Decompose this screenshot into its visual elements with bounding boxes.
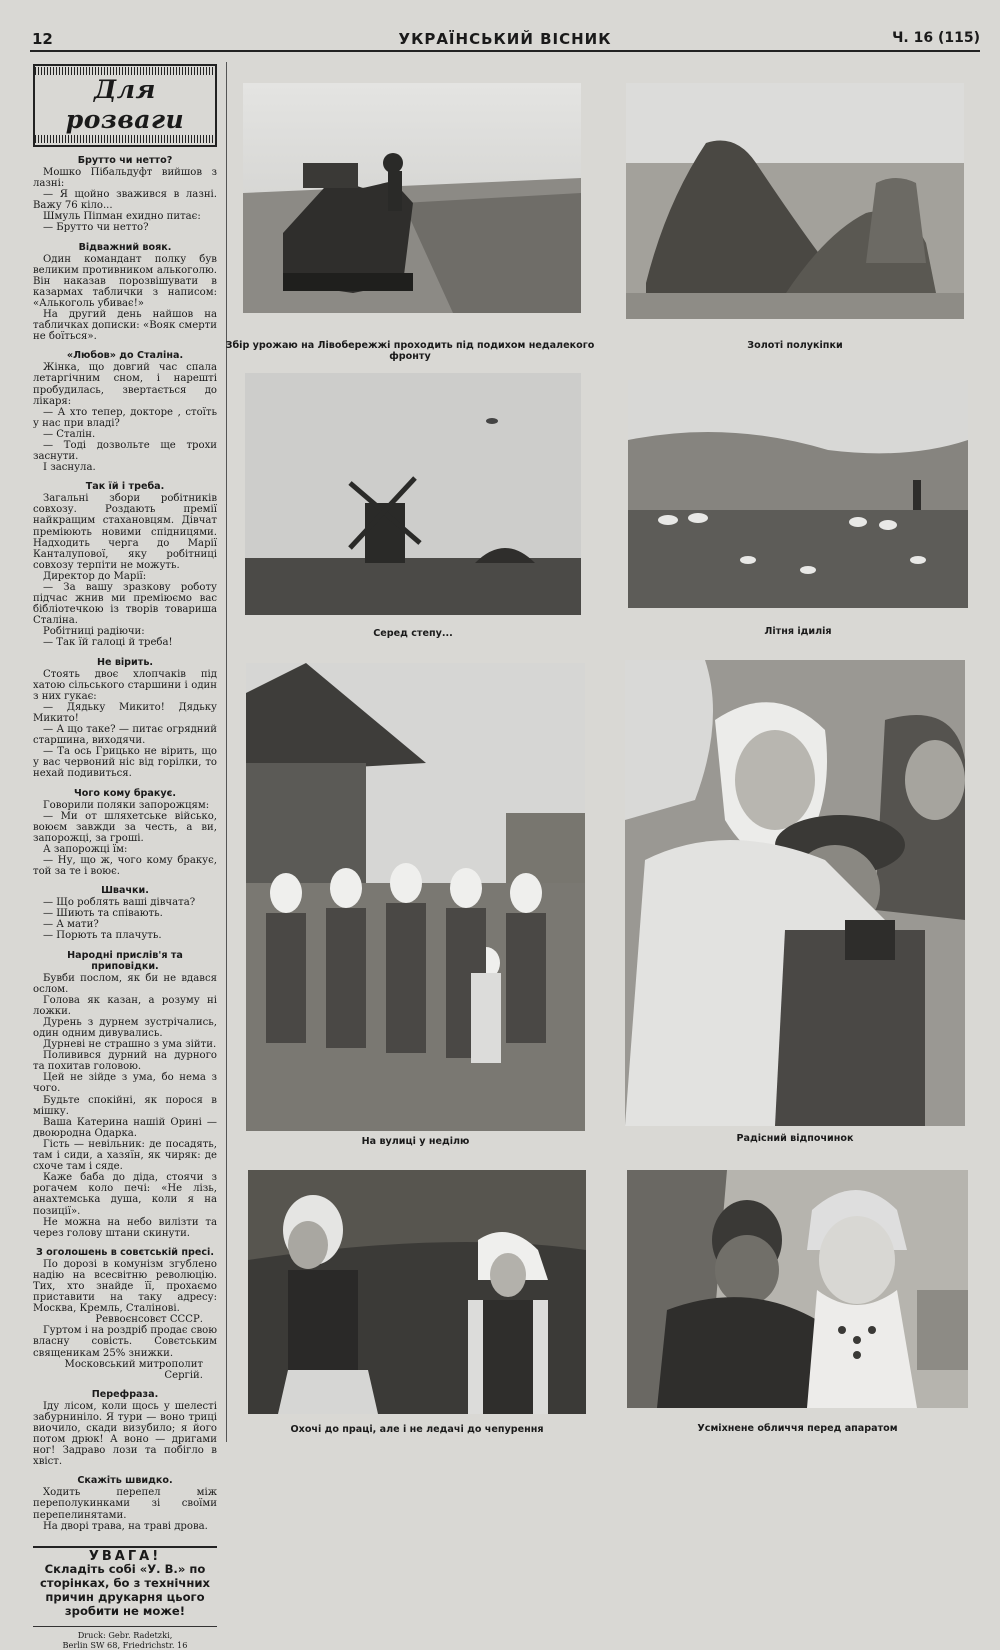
joke-item <box>33 242 217 343</box>
wheat-sheaves-photo <box>626 83 964 319</box>
joke-line: Цей не зійде з ума, бо нема з чого. <box>33 1072 217 1095</box>
joke-line: — За вашу зразкову роботу підчас жнив ми преміюємо вас бібліотечкою із творів товариша Сталіна. <box>33 582 217 627</box>
hatch-top <box>35 67 215 75</box>
joke-line: На дворі трава, на траві дрова. <box>43 1520 208 1532</box>
joke-item <box>33 950 217 1239</box>
caption-6: Радісний відпочинок <box>736 1133 854 1144</box>
humor-column <box>33 64 217 1650</box>
issue-number: Ч. 16 (115) <box>892 30 980 46</box>
joke-line: — Так їй галоці й треба! <box>43 637 173 649</box>
joke-line: Будьте спокійні, як порося в мішку. <box>33 1094 217 1117</box>
joke-title: Швачки. <box>101 885 149 897</box>
joke-signature: Реввоєнсовєт СССР. <box>95 1314 203 1326</box>
joke-title: «Любов» до Сталіна. <box>66 350 184 362</box>
caption-7: Охочі до праці, але і не ледачі до чепурення <box>290 1424 544 1435</box>
joke-line: Каже баба до діда, стоячи з рогачем коло печі: «Не лізь, анахтемська душа, коли я на позиції». <box>33 1172 217 1217</box>
notice-box <box>33 1546 217 1618</box>
caption-2: Золоті полукіпки <box>747 340 843 351</box>
joke-line: — Брутто чи нетто? <box>43 222 149 234</box>
rubric-frame <box>33 64 217 147</box>
joke-line: Голова як казан, а розуму ні ложки. <box>33 994 217 1017</box>
rubric-title: Для розваги <box>65 75 185 134</box>
joke-line: — Ну, що ж, чого кому бракує, той за те і воює. <box>33 854 217 878</box>
imprint <box>33 1626 217 1650</box>
caption-1: Збір урожаю на Лівобережжі проходить під подихом недалекого фронту <box>225 340 595 362</box>
caption-8: Усміхнене обличчя перед апаратом <box>697 1423 898 1434</box>
joke-title: Чого кому бракує. <box>74 787 176 799</box>
joke-item <box>33 1247 217 1381</box>
notice-body: Складіть собі «У. В.» по сторінках, бо з технічних причин друкарня цього зробити не може! <box>40 1561 210 1618</box>
imprint-line2: Berlin SW 68, Friedrichstr. 16 <box>62 1639 188 1650</box>
joke-line: По дорозі в комунізм згублено надію на всесвітню революцію. Тих, хто знайде її, прохаємо приставити на таку адресу: Москва, Кремль, Сталінові. <box>33 1258 217 1315</box>
joke-line: Ваша Катерина нашій Орині — двоюродна Одарка. <box>33 1116 217 1139</box>
joke-title: Так їй і треба. <box>85 481 165 493</box>
joke-line: — Сталін. <box>43 428 96 440</box>
village-crowd-photo <box>246 663 585 1131</box>
joke-line: Говорили поляки запорожцям: <box>43 799 210 811</box>
joke-title: Перефраза. <box>91 1388 159 1400</box>
page-number: 12 <box>32 30 53 48</box>
joke-line: На другий день найшов на табличках дописки: «Вояк смерти не боїться». <box>33 309 217 343</box>
joke-item <box>33 155 217 234</box>
geese-pond-photo <box>628 380 968 608</box>
joke-line: — Та ось Грицько не вірить, що у вас червоний ніс від горілки, то нехай подивиться. <box>33 746 217 780</box>
tank-harvest-photo <box>243 83 581 313</box>
windmill-photo <box>245 373 581 615</box>
joke-title: Народні прислів'я та приповідки. <box>67 949 183 972</box>
joke-line: — А що таке? — питає огрядний старшина, виходячи. <box>33 724 217 747</box>
joke-line: — А хто тепер, докторе , стоїть у нас при владі? <box>33 406 217 429</box>
joke-line: Іду лісом, коли щось у шелесті забурниніло. Я тури — воно триці виочило, скади визубило; я його потом дрюк! А воно — дригами ног! Задраво лози та побігло в хвіст. <box>33 1400 217 1468</box>
joke-line: Мошко Пібальдуфт вийшов з лазні: <box>33 167 217 190</box>
joke-line: — А мати? <box>43 919 99 931</box>
joke-title: Скажіть швидко. <box>77 1475 173 1487</box>
masthead <box>30 28 980 52</box>
jokes-list <box>33 155 217 1532</box>
column-divider <box>226 62 227 1442</box>
joke-line: Ходить перепел між переполукинками зі своїми перепелинятами. <box>33 1487 217 1521</box>
smiling-faces-photo <box>627 1170 968 1408</box>
joke-line: І заснула. <box>43 462 96 474</box>
girls-dress-photo <box>248 1170 586 1414</box>
family-rest-photo <box>625 660 965 1126</box>
joke-line: Жінка, що довгий час спала летаргічним сном, і нарешті пробудилась, звертається до лікаря: <box>33 362 217 407</box>
joke-title: Відважний вояк. <box>78 241 172 253</box>
joke-title: Не вірить. <box>96 656 154 668</box>
joke-item <box>33 350 217 473</box>
imprint-line1: Druck: Gebr. Radetzki, <box>77 1629 173 1640</box>
caption-4: Літня ідилія <box>764 626 832 637</box>
joke-line: Шмуль Піпман ехидно питає: <box>43 211 201 223</box>
joke-item <box>33 788 217 878</box>
joke-line: Робітниці радіючи: <box>43 626 145 638</box>
joke-line: А запорожці їм: <box>43 843 128 855</box>
joke-line: — Тоді дозвольте ще трохи заснути. <box>33 439 217 463</box>
joke-line: — Ми от шляхетське військо, воюєм завжди за честь, а ви, запорожці, за гроші. <box>33 810 217 844</box>
joke-line: — Порють та плачуть. <box>43 930 162 942</box>
joke-line: — Я щойно зважився в лазні. Важу 76 кіло... <box>33 189 217 212</box>
caption-5: На вулиці у неділю <box>361 1136 470 1147</box>
joke-line: Один командант полку був великим противником алькоголю. Він наказав порозвішувати в казармах таблички з написом: «Алькоголь убиває!» <box>33 253 217 309</box>
joke-line: — Шиють та співають. <box>43 908 163 920</box>
joke-line: Гість — невільник: де посадять, там і сиди, а хазяїн, як чиряк: де схоче там і сяде. <box>33 1138 217 1173</box>
joke-item <box>33 1475 217 1531</box>
joke-line: — Дядьку Микито! Дядьку Микито! <box>33 701 217 724</box>
joke-line: Поливився дурний на дурного та похитав головою. <box>33 1050 217 1073</box>
joke-line: Загальні збори робітників совхозу. Роздають премії найкращим стахановцям. Дівчат преміюють новими спідницями. Надходить черга до Марії Канталупової, яку робітниці совхозу терпіти не можуть. <box>33 493 217 571</box>
joke-item <box>33 885 217 941</box>
joke-line: Дурневі не страшно з ума зійти. <box>43 1039 217 1051</box>
joke-item <box>33 481 217 648</box>
paper-title: УКРАЇНСЬКИЙ ВІСНИК <box>398 30 612 48</box>
notice-title: УВАГА! <box>88 1548 162 1564</box>
joke-item <box>33 657 217 780</box>
joke-line: — Що роблять ваші дівчата? <box>43 897 196 909</box>
hatch-bottom <box>35 135 215 143</box>
joke-line: Дурень з дурнем зустрічались, один одним дивувались. <box>33 1016 217 1039</box>
joke-line: Директор до Марії: <box>43 570 147 582</box>
joke-line: Не можна на небо вилізти та через голову штани скинути. <box>33 1216 217 1239</box>
joke-line: Бувби послом, як би не вдався ослом. <box>33 972 217 995</box>
caption-3: Серед степу... <box>373 628 453 639</box>
joke-item <box>33 1389 217 1468</box>
joke-title: З оголошень в совєтській пресі. <box>36 1246 214 1258</box>
joke-title: Брутто чи нетто? <box>77 155 173 166</box>
joke-signature: Московський митрополит Сергій. <box>64 1358 203 1381</box>
joke-line: Гуртом і на роздріб продає свою власну совість. Совєтським священикам 25% знижки. <box>33 1325 217 1359</box>
joke-line: Стоять двоє хлопчаків під хатою сільського старшини і один з них гукає: <box>33 668 217 702</box>
